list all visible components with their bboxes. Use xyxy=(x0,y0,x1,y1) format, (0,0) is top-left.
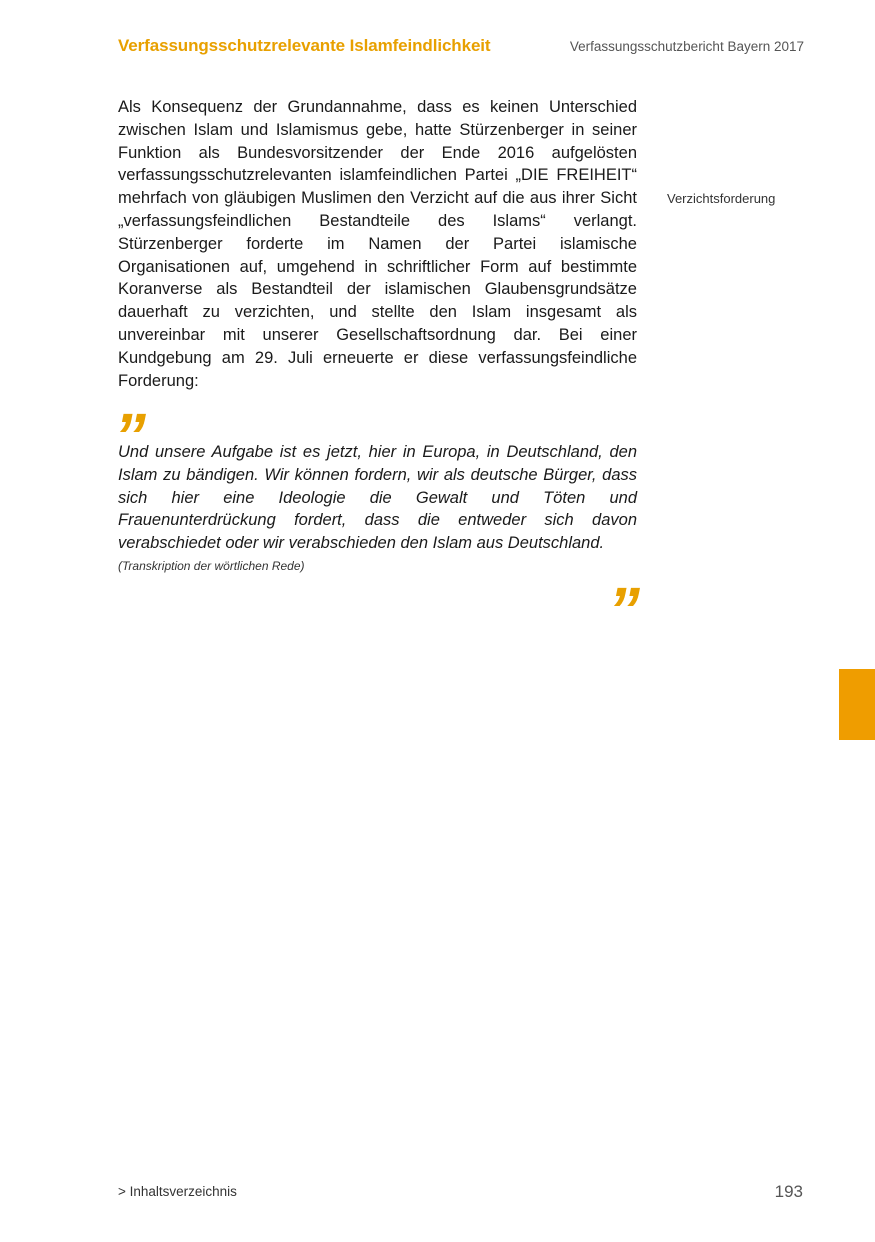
margin-note: Verzichtsforderung xyxy=(667,191,776,206)
body-paragraph: Als Konsequenz der Grundannahme, dass es keinen Unterschied zwischen Islam und Islamismus gebe, hatte Stürzenberger in seiner Funktion als Bundesvorsitzender der Ende 2016 aufgelösten verfassungsschutzrelevanten islamfeindlichen Partei „DIE FREIHEIT“ mehrfach von gläubigen Muslimen den Verzicht auf die aus ihrer Sicht „verfassungsfeindlichen Bestandteile des Islams“ verlangt. Stürzenberger forderte im Namen der Partei islamische Organisationen auf, umgehend in schriftlicher Form auf bestimmte Koranverse als Bestandteil der islamischen Glaubensgrundsätze dauerhaft zu verzichten, und stellte den Islam insgesamt als unvereinbar mit unserer Gesellschaftsordnung dar. Bei einer Kundgebung am 29. Juli erneuerte er diese verfassungsfeindliche Forderung: xyxy=(118,98,637,390)
page-number: 193 xyxy=(774,1182,803,1201)
chapter-tab xyxy=(839,669,875,740)
toc-link[interactable]: > Inhaltsverzeichnis xyxy=(118,1184,237,1199)
report-title: Verfassungsschutzbericht Bayern 2017 xyxy=(569,39,804,54)
quote-source: (Transkription der wörtlichen Rede) xyxy=(118,559,305,573)
quote-text: Und unsere Aufgabe ist es jetzt, hier in Europa, in Deutschland, den Islam zu bändigen. Wir können fordern, wir als deutsche Bürger, dass sich hier eine Ideologie die Gewalt und Töten und Frauenunterdrückung fordert, dass die entweder sich davon verabschiedet oder wir verabschieden den Islam aus Deutschland. xyxy=(118,443,637,553)
quote-open-icon: ” xyxy=(114,400,146,472)
section-title: Verfassungsschutzrelevante Islamfeindlichkeit xyxy=(118,36,491,55)
quote-close-icon: ” xyxy=(608,574,640,646)
